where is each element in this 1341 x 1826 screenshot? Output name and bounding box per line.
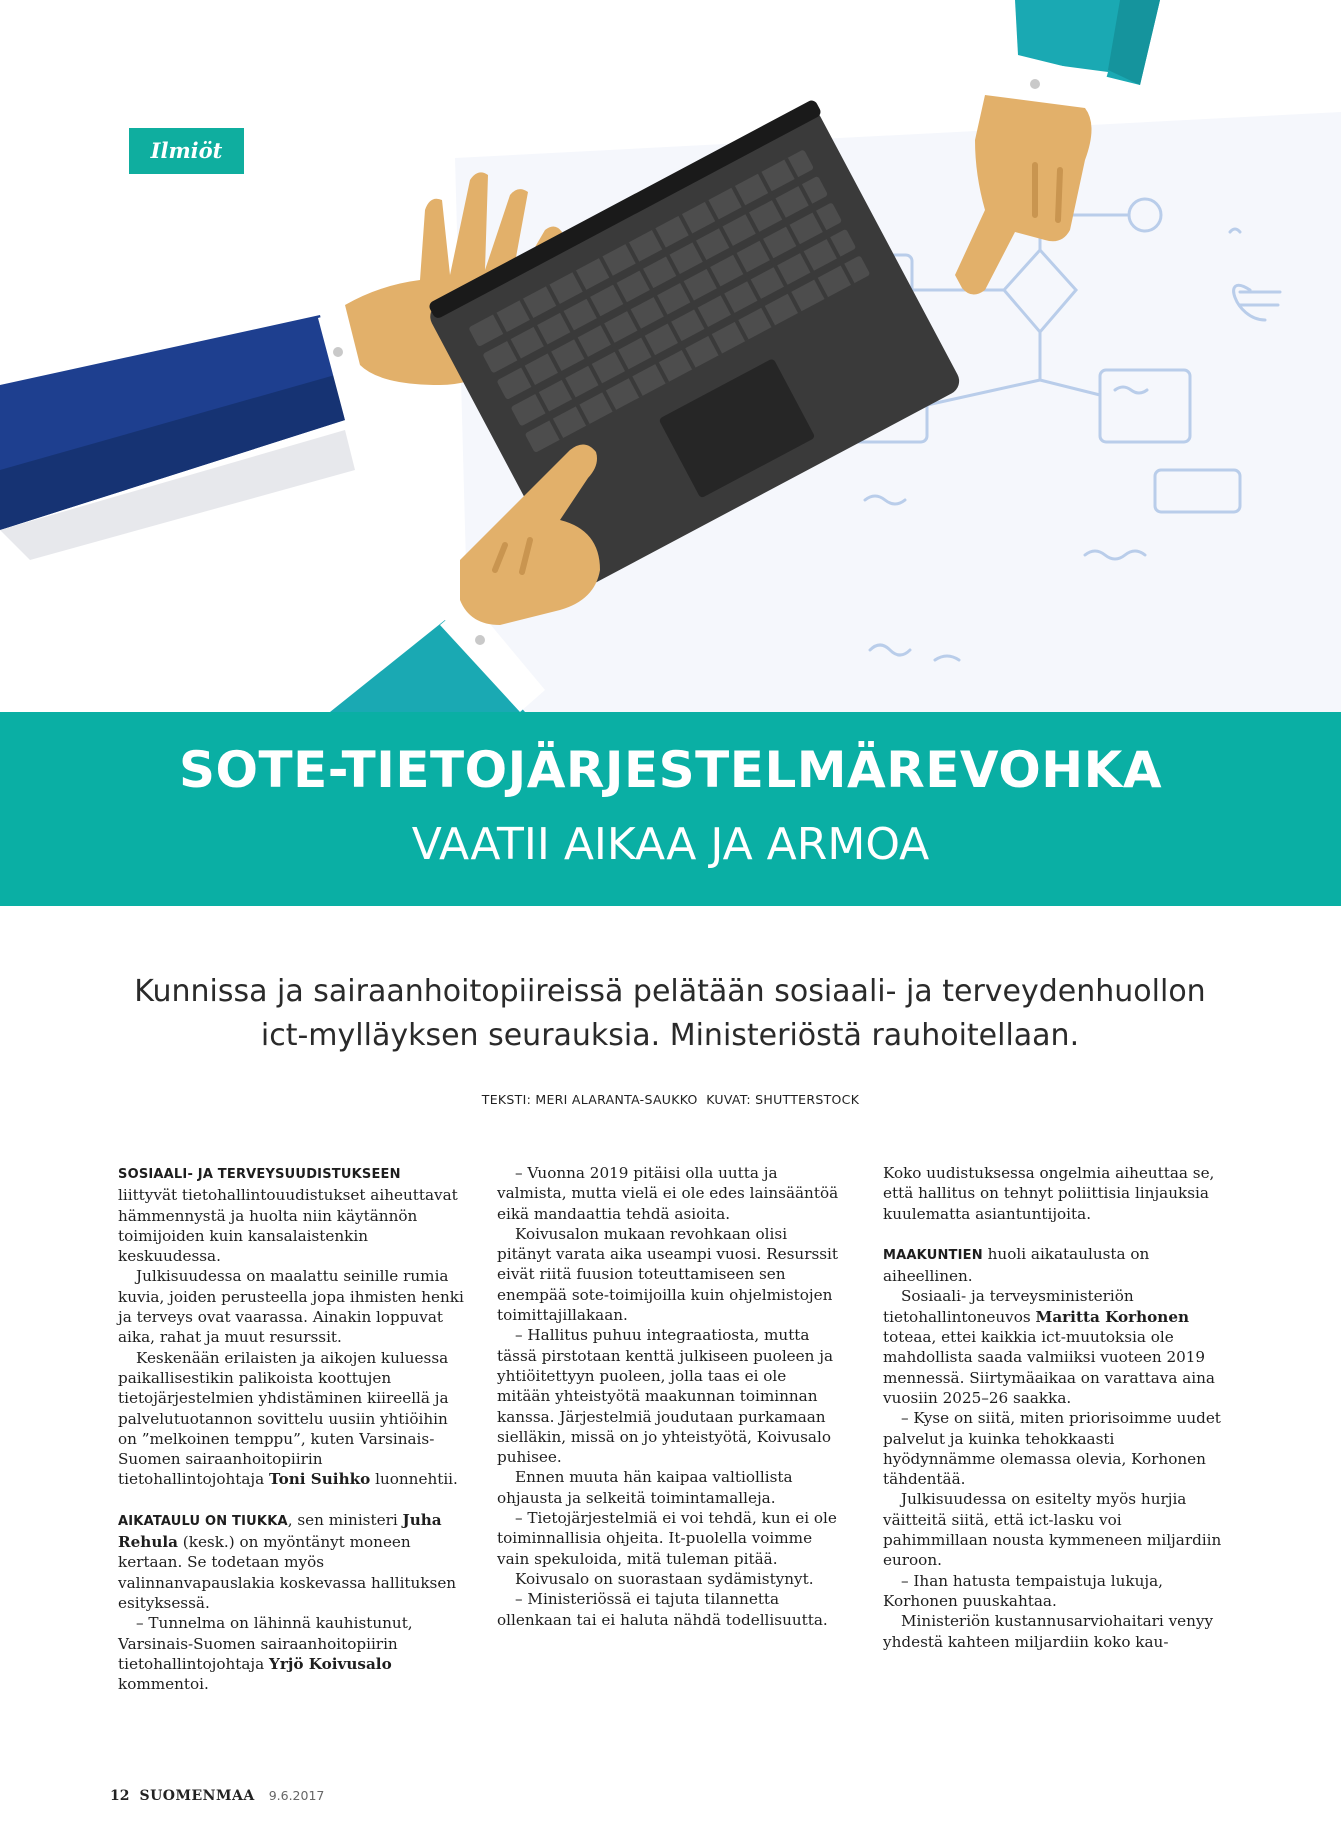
person-name: Juha Rehula bbox=[118, 1510, 442, 1552]
paragraph: Koivusalo on suorastaan sydämistynyt. bbox=[515, 1569, 814, 1588]
headline: SOTE-TIETOJÄRJESTELMÄREVOHKA bbox=[178, 741, 1163, 799]
paragraph: – Hallitus puhuu integraatiosta, mutta tässä pirstotaan kenttä julkiseen puoleen ja yhtiöitettyyn puoleen, jolla taas ei ole mitään yhteistyötä maakunnan toiminnan kanssa. Järjestelmiä joudutaan purkamaan sielläkin, missä on jo yhteistyötä, Koivusalo puhisee. bbox=[497, 1326, 834, 1467]
laptop-hands-illustration bbox=[0, 0, 1341, 712]
paragraph: – Ministeriössä ei tajuta tilannetta ollenkaan tai ei haluta nähdä todellisuutta. bbox=[497, 1590, 828, 1629]
article-column-1 bbox=[118, 1163, 464, 1694]
issue-date: 9.6.2017 bbox=[268, 1788, 325, 1803]
paragraph-text: Keskenään erilaisten ja aikojen kuluessa paikallisestikin palikoista koottujen tietojärjestelmien yhdistäminen kiireellä ja palvelutuotannon sovittelu uusiin yhtiöihin on ”melkoinen temppu”, kuten Varsinais-Suomen sairaanhoitopiirin tietohallintojohtaja bbox=[118, 1348, 449, 1489]
paragraph bbox=[883, 1244, 1229, 1287]
paragraph bbox=[118, 1613, 464, 1694]
lead-line: Kunnissa ja sairaanhoitopiireissä pelätään sosiaali- ja terveydenhuollon bbox=[134, 974, 1206, 1009]
person-name: Toni Suihko bbox=[269, 1470, 371, 1489]
paragraph-text: toteaa, ettei kaikkia ict-muutoksia ole mahdollista saada valmiiksi vuoteen 2019 mennessä. Siirtymäaikaa on varattava aina vuosiin 2025–26 saakka. bbox=[883, 1328, 1215, 1407]
hero-illustration bbox=[0, 0, 1341, 712]
paragraph bbox=[118, 1510, 464, 1613]
paragraph-text: luonnehtii. bbox=[370, 1470, 458, 1489]
paragraph-text: liittyvät tietohallintouudistukset aiheuttavat hämmennystä ja huolta niin käytännön toimijoiden kuin kansalaistenkin keskuudessa. bbox=[118, 1186, 458, 1266]
paragraph-text: huoli aikataulusta on aiheellinen. bbox=[883, 1244, 1150, 1286]
paragraph-text: , sen ministeri bbox=[287, 1510, 403, 1529]
magazine-name: SUOMENMAA bbox=[139, 1788, 255, 1804]
paragraph: – Kyse on siitä, miten priorisoimme uudet palvelut ja kuinka tehokkaasti hyödynnämme olemassa olevia, Korhonen tähdentää. bbox=[883, 1409, 1221, 1489]
lead-line: ict-mylläyksen seurauksia. Ministeriöstä rauhoitellaan. bbox=[260, 1018, 1080, 1053]
paragraph: Koivusalon mukaan revohkaan olisi pitänyt varata aika useampi vuosi. Resurssit eivät riitä fuusion toteuttamiseen sen enempää sote-toimijoilla kuin ohjelmistojen toimittajillakaan. bbox=[497, 1224, 839, 1325]
person-name: Yrjö Koivusalo bbox=[269, 1654, 392, 1673]
paragraph bbox=[883, 1286, 1229, 1408]
lead-in: AIKATAULU ON TIUKKA bbox=[118, 1513, 288, 1529]
paragraph: – Tietojärjestelmiä ei voi tehdä, kun ei ole toiminnallisia ohjeita. It-puolella voimme vain spekuloida, mitä tuleman pitää. bbox=[497, 1509, 837, 1568]
paragraph: Julkisuudessa on maalattu seinille rumia kuvia, joiden perusteella jopa ihmisten henki ja terveys ovat vaarassa. Ainakin loppuvat aika, rahat ja muut resurssit. bbox=[118, 1267, 464, 1347]
paragraph-text: – Tunnelma on lähinnä kauhistunut, Varsinais-Suomen sairaanhoitopiirin tietohallintojohtaja bbox=[118, 1614, 413, 1673]
paragraph bbox=[118, 1163, 464, 1266]
paragraph: – Vuonna 2019 pitäisi olla uutta ja valmista, mutta vielä ei ole edes lainsääntöä eikä mandaattia tehdä asioita. bbox=[497, 1164, 839, 1223]
page-number: 12 bbox=[110, 1788, 130, 1804]
person-name: Maritta Korhonen bbox=[1035, 1307, 1190, 1326]
article-column-2 bbox=[497, 1163, 843, 1630]
paragraph bbox=[118, 1348, 464, 1490]
left-arm bbox=[0, 310, 368, 560]
paragraph-text: (kesk.) on myöntänyt moneen kertaan. Se todetaan myös valinnanvapauslakia koskevassa hallituksen esityksessä. bbox=[118, 1533, 457, 1612]
lead-paragraph bbox=[130, 970, 1210, 1058]
paragraph: Ministeriön kustannusarviohaitari venyy yhdestä kahteen miljardiin koko kau- bbox=[883, 1612, 1214, 1651]
top-right-arm bbox=[995, 0, 1160, 100]
paragraph: Ennen muuta hän kaipaa valtiollista ohjausta ja selkeitä toimintamalleja. bbox=[497, 1468, 793, 1507]
lead-in: SOSIAALI- JA TERVEYSUUDISTUKSEEN bbox=[118, 1167, 401, 1182]
paragraph: Julkisuudessa on esitelty myös hurjia väitteitä siitä, että ict-lasku voi pahimmillaan nousta kymmeneen miljardiin euroon. bbox=[883, 1490, 1222, 1570]
article-column-3 bbox=[883, 1163, 1229, 1652]
lead-in: MAAKUNTIEN bbox=[883, 1247, 983, 1263]
paragraph-text: Sosiaali- ja terveysministeriön tietohallintoneuvos bbox=[883, 1287, 1134, 1326]
paragraph: Koko uudistuksessa ongelmia aiheuttaa se, että hallitus on tehnyt poliittisia linjauksia kuulematta asiantuntijoita. bbox=[883, 1164, 1215, 1223]
paragraph-text: kommentoi. bbox=[118, 1675, 209, 1694]
byline: TEKSTI: MERI ALARANTA-SAUKKO KUVAT: SHUTTERSTOCK bbox=[481, 1092, 860, 1107]
section-tag: Ilmiöt bbox=[129, 128, 244, 174]
page-footer bbox=[110, 1788, 324, 1804]
subheadline: VAATII AIKAA JA ARMOA bbox=[411, 819, 930, 870]
paragraph: – Ihan hatusta tempaistuja lukuja, Korhonen puuskahtaa. bbox=[883, 1571, 1163, 1610]
